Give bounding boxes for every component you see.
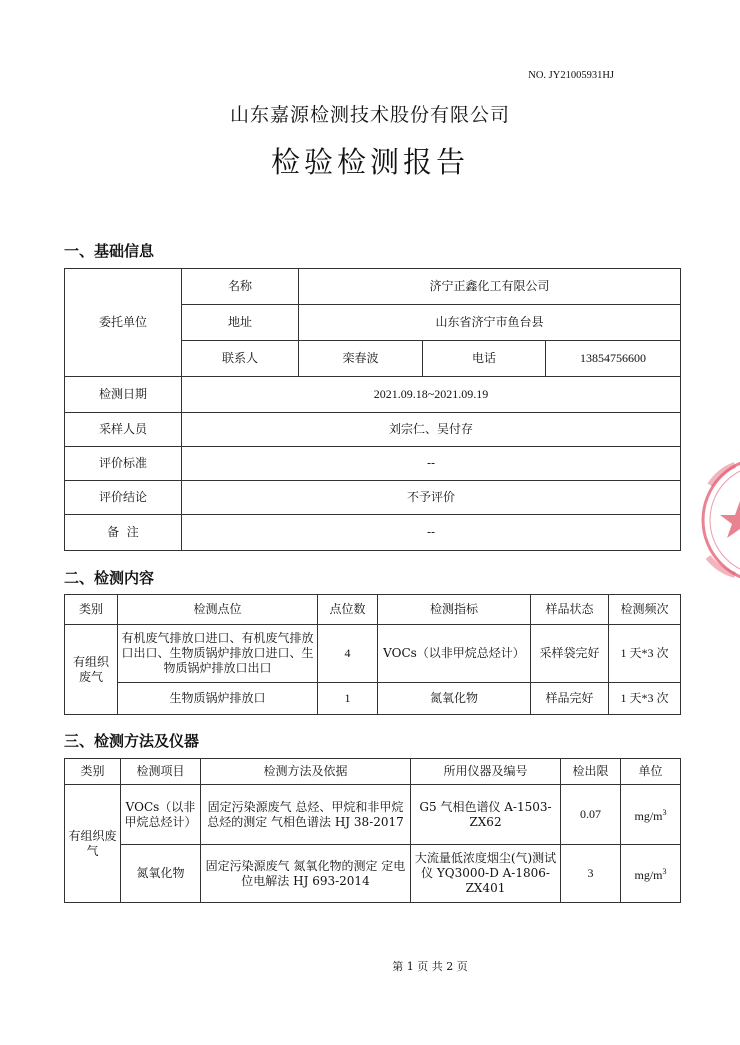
content-header-count: 点位数 bbox=[318, 595, 378, 625]
contact-label: 联系人 bbox=[182, 341, 299, 377]
remark-label: 备 注 bbox=[65, 515, 182, 551]
content-point: 生物质锅炉排放口 bbox=[118, 683, 318, 715]
content-header-category: 类别 bbox=[65, 595, 118, 625]
method-basis: 固定污染源废气 总烃、甲烷和非甲烷总烃的测定 气相色谱法 HJ 38-2017 bbox=[201, 785, 411, 845]
content-point: 有机废气排放口进口、有机废气排放口出口、生物质锅炉排放口进口、生物质锅炉排放口出口 bbox=[118, 625, 318, 683]
method-header-item: 检测项目 bbox=[121, 759, 201, 785]
client-label: 委托单位 bbox=[65, 269, 182, 377]
sampler-value: 刘宗仁、吴付存 bbox=[182, 413, 681, 447]
report-number: NO. JY21005931HJ bbox=[528, 70, 614, 81]
method-unit bbox=[621, 845, 681, 903]
table-row bbox=[65, 785, 681, 845]
unit-base: mg/m bbox=[634, 868, 663, 882]
method-table bbox=[64, 758, 681, 903]
method-limit: 3 bbox=[561, 845, 621, 903]
date-label: 检测日期 bbox=[65, 377, 182, 413]
content-header-point: 检测点位 bbox=[118, 595, 318, 625]
company-name: 山东嘉源检测技术股份有限公司 bbox=[229, 104, 510, 126]
standard-value: -- bbox=[182, 447, 681, 481]
date-value: 2021.09.18~2021.09.19 bbox=[182, 377, 681, 413]
method-limit: 0.07 bbox=[561, 785, 621, 845]
remark-value: -- bbox=[182, 515, 681, 551]
address-label: 地址 bbox=[182, 305, 299, 341]
content-header-indicator: 检测指标 bbox=[378, 595, 531, 625]
unit-exponent: 3 bbox=[662, 867, 667, 876]
content-state: 样品完好 bbox=[531, 683, 609, 715]
basic-info-table bbox=[64, 268, 681, 551]
contact-value: 栾春波 bbox=[299, 341, 423, 377]
content-indicator: 氮氧化物 bbox=[378, 683, 531, 715]
method-category: 有组织废气 bbox=[65, 785, 121, 903]
phone-label: 电话 bbox=[423, 341, 546, 377]
method-item: 氮氧化物 bbox=[121, 845, 201, 903]
table-row bbox=[65, 625, 681, 683]
content-freq: 1 天*3 次 bbox=[609, 683, 681, 715]
method-instrument: G5 气相色谱仪 A-1503-ZX62 bbox=[411, 785, 561, 845]
report-title: 检验检测报告 bbox=[270, 145, 469, 179]
section-method-title: 三、检测方法及仪器 bbox=[64, 732, 200, 750]
seal-stamp bbox=[690, 445, 740, 595]
unit-exponent: 3 bbox=[662, 808, 667, 817]
sampler-label: 采样人员 bbox=[65, 413, 182, 447]
content-indicator: VOCs（以非甲烷总烃计） bbox=[378, 625, 531, 683]
method-header-category: 类别 bbox=[65, 759, 121, 785]
section-basic-info-title: 一、基础信息 bbox=[64, 242, 155, 260]
unit-base: mg/m bbox=[634, 809, 663, 823]
table-row bbox=[65, 683, 681, 715]
content-state: 采样袋完好 bbox=[531, 625, 609, 683]
method-item: VOCs（以非甲烷总烃计） bbox=[121, 785, 201, 845]
section-content-title: 二、检测内容 bbox=[64, 569, 155, 587]
table-row bbox=[65, 845, 681, 903]
content-category: 有组织废气 bbox=[65, 625, 118, 715]
method-instrument: 大流量低浓度烟尘(气)测试仪 YQ3000-D A-1806-ZX401 bbox=[411, 845, 561, 903]
method-header-method: 检测方法及依据 bbox=[201, 759, 411, 785]
content-header-state: 样品状态 bbox=[531, 595, 609, 625]
content-count: 4 bbox=[318, 625, 378, 683]
conclusion-label: 评价结论 bbox=[65, 481, 182, 515]
name-value: 济宁正鑫化工有限公司 bbox=[299, 269, 681, 305]
name-label: 名称 bbox=[182, 269, 299, 305]
content-table bbox=[64, 594, 681, 715]
address-value: 山东省济宁市鱼台县 bbox=[299, 305, 681, 341]
conclusion-value: 不予评价 bbox=[182, 481, 681, 515]
content-freq: 1 天*3 次 bbox=[609, 625, 681, 683]
method-header-instrument: 所用仪器及编号 bbox=[411, 759, 561, 785]
method-basis: 固定污染源废气 氮氧化物的测定 定电位电解法 HJ 693-2014 bbox=[201, 845, 411, 903]
method-header-limit: 检出限 bbox=[561, 759, 621, 785]
phone-value: 13854756600 bbox=[546, 341, 681, 377]
content-count: 1 bbox=[318, 683, 378, 715]
page-footer: 第 1 页 共 2 页 bbox=[392, 960, 468, 973]
content-header-freq: 检测频次 bbox=[609, 595, 681, 625]
method-header-unit: 单位 bbox=[621, 759, 681, 785]
standard-label: 评价标准 bbox=[65, 447, 182, 481]
method-unit bbox=[621, 785, 681, 845]
